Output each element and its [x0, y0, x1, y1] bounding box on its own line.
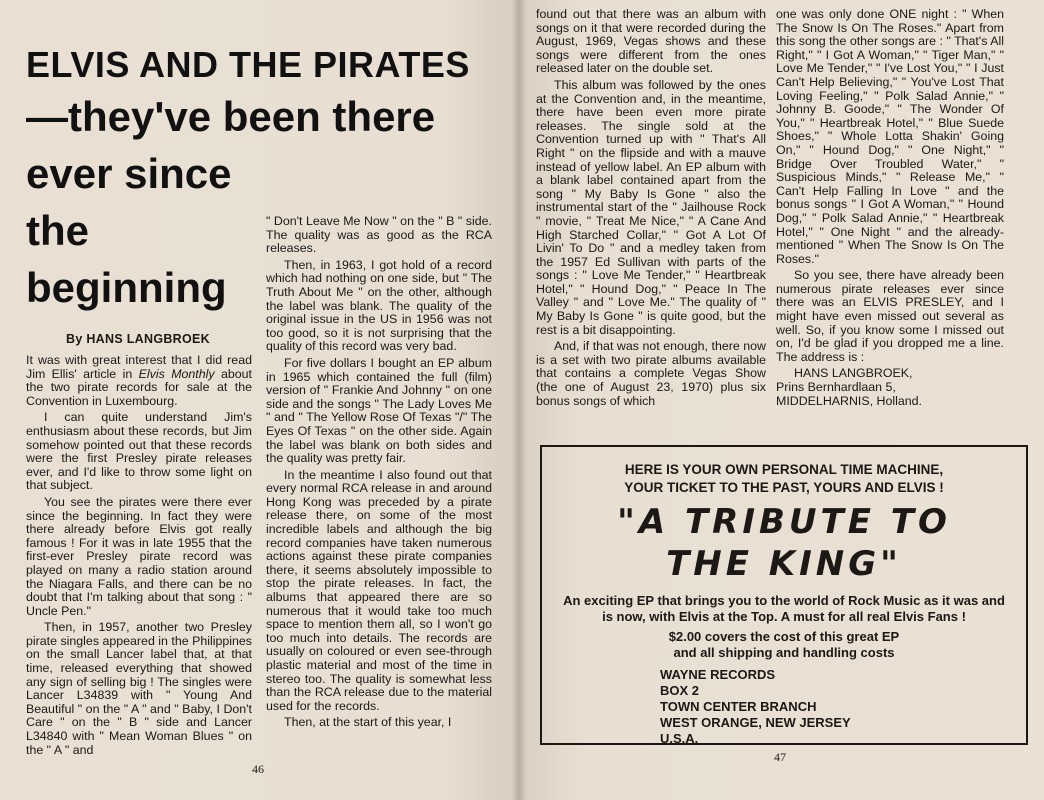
- author-address-line: MIDDELHARNIS, Holland.: [776, 393, 922, 408]
- page-number: 47: [774, 750, 786, 764]
- left-page: [0, 0, 518, 800]
- title-line-3: ever since: [26, 150, 232, 197]
- paragraph: " Don't Leave Me Now " on the " B " side. The quality was as good as the RCA releases.: [266, 214, 492, 256]
- paragraph: So you see, there have already been numerous pirate releases ever since there was an ELVIS PRESLEY, and I might have even missed out several as well. So, if you know some I missed out on, I'd be glad if you dropped me a line. The address is :: [776, 268, 1004, 364]
- paragraph-text: about the two pirate records for sale at the Convention in Luxembourg.: [26, 366, 252, 408]
- paragraph: Then, at the start of this year, I: [284, 715, 452, 730]
- ad-headline-1: "A TRIBUTE TO: [617, 502, 951, 542]
- paragraph: In the meantime I also found out that every normal RCA release in and around Hong Kong was preceded by a pirate release there, on some of the most incredible labels and although the big record companies have taken numerous actions against these pirate companies there, it seems absolutely impossible to stop the pirate releases. In fact, the albums that appeared there are so numerous that it would take too much space to mention them all, so I won't go too much into details. The records are usually on coloured or even see-through plastic material and most of the time in stereo too. The quality is somewhat less than the RCA release due to the material used for the records.: [266, 467, 492, 713]
- paragraph: For five dollars I bought an EP album in 1965 which contained the full (film) version of " Frankie And Johnny " on one side and the songs " The Lady Loves Me " and " The Yellow Rose Of Texas "/" The Eyes Of Texas " on the other side. Again the label was blank on both sides and the quality was pretty fair.: [266, 355, 492, 466]
- paragraph: And, if that was not enough, there now is a set with two pirate albums available that contains a complete Vegas Show (the one of August 23, 1970) plus six bonus songs of which: [536, 339, 766, 408]
- ad-price-1: $2.00 covers the cost of this great EP: [668, 629, 900, 644]
- ad-headline-2: THE KING": [666, 544, 902, 584]
- ad-description: An exciting EP that brings you to the world of Rock Music as it was and is now, with Elvis at the Top. A must for all real Elvis Fans !: [563, 593, 1005, 624]
- article-column-4: [776, 8, 1004, 408]
- paragraph: This album was followed by the ones at the Convention and, in the meantime, there have been even more pirate releases. The single sold at the Convention turned up with " That's All Right " on the flipside and with a mauve instead of yellow label. An EP album with a blank label contained apart from the song " My Baby Is Gone " also the instrumental start of the " Jailhouse Rock " movie, " Treat Me Nice," " A Cane And High Starched Collar," " Got A Lot Of Livin' To Do " and a medley taken from the 1957 Ed Sullivan with parts of the songs : " Love Me Tender," " Heartbreak Hotel," " Hound Dog," " Peace In The Valley " and " Love Me." The quality of " My Baby Is Gone " is quite good, but the rest is a bit disappointing.: [536, 77, 766, 337]
- paragraph: [26, 354, 252, 408]
- article-column-3: [536, 8, 766, 411]
- paragraph-text: It was with great interest that I did read Jim Ellis' article in: [26, 353, 252, 381]
- ad-tagline-2: YOUR TICKET TO THE PAST, YOURS AND ELVIS !: [624, 480, 944, 495]
- advertisement-box: [540, 445, 1028, 745]
- ad-tagline-1: HERE IS YOUR OWN PERSONAL TIME MACHINE,: [624, 462, 944, 477]
- article-column-1: [26, 354, 252, 760]
- paragraph: Then, in 1963, I got hold of a record which had nothing on one side, but " The Truth About Me " on the other, although the label was blank. The quality of the original issue in the US in 1956 was not too good, so it is not surprising that the quality of this record was very bad.: [266, 257, 492, 354]
- ad-address-line: WAYNE RECORDS: [660, 667, 776, 682]
- paragraph: You see the pirates were there ever since the beginning. In fact they were there already before Elvis got really famous ! For it was in late 1955 that the first-ever Presley pirate record was played on many a radio station around the Niagara Falls, and there can be no doubt that I'm talking about that song : " Uncle Pen.": [26, 494, 252, 618]
- ad-address-line: TOWN CENTER BRANCH: [660, 699, 817, 714]
- paragraph: found out that there was an album with songs on it that were recorded during the August, 1969, Vegas shows and these songs were different from the ones released later on the double set.: [536, 7, 766, 76]
- byline: By HANS LANGBROEK: [66, 332, 210, 346]
- author-address-line: Prins Bernhardlaan 5,: [776, 380, 896, 395]
- title-line-1: ELVIS AND THE PIRATES: [26, 44, 470, 85]
- title-line-2: —they've been there: [26, 93, 436, 140]
- ad-address-line: U.S.A.: [660, 731, 699, 746]
- author-address-line: HANS LANGBROEK,: [794, 366, 913, 381]
- page-number: 46: [252, 762, 264, 776]
- paragraph: one was only done ONE night : " When The Snow Is On The Roses." Apart from this song the other songs are : " That's All Right," " I Got A Woman," " Tiger Man," " Love Me Tender," " I've Lost You," " I Just Can't Help Believing," " You've Lost That Loving Feeling," " Polk Salad Annie," " Johnny B. Goode," " The Wonder Of You," " Heartbreak Hotel," " Blue Suede Shoes," " Whole Lotta Shakin' Going On," " Hound Dog," " One Night," " Bridge Over Troubled Water," " Suspicious Minds," " Release Me," " Can't Help Falling In Love " and the bonus songs " I Got A Woman," " Hound Dog," " Polk Salad Annie," " Heartbreak Hotel," " One Night " and the already-mentioned " When The Snow Is On The Roses.": [776, 7, 1004, 266]
- title-line-5: beginning: [26, 264, 227, 311]
- ad-address: [660, 667, 1026, 747]
- article-column-2: [266, 215, 492, 733]
- ad-address-line: WEST ORANGE, NEW JERSEY: [660, 715, 851, 730]
- ad-address-line: BOX 2: [660, 683, 700, 698]
- magazine-name: Elvis Monthly: [138, 366, 215, 381]
- title-line-4: the: [26, 207, 89, 254]
- paragraph: Then, in 1957, another two Presley pirate singles appeared in the Philippines on the small Lancer label that, at that time, released everything that showed any sign of selling big ! The singles were Lancer L34839 with " Young And Beautiful " on the " A " and " Baby, I Don't Care " on the " B " side and Lancer L34840 with " Mean Woman Blues " on the " A " and: [26, 620, 252, 757]
- ad-price-2: and all shipping and handling costs: [673, 645, 895, 660]
- page-gutter: [512, 0, 526, 800]
- paragraph: I can quite understand Jim's enthusiasm about these records, but Jim somehow pointed out that these records were the first Presley pirate releases ever, and I'd like to throw some light on that subject.: [26, 410, 252, 493]
